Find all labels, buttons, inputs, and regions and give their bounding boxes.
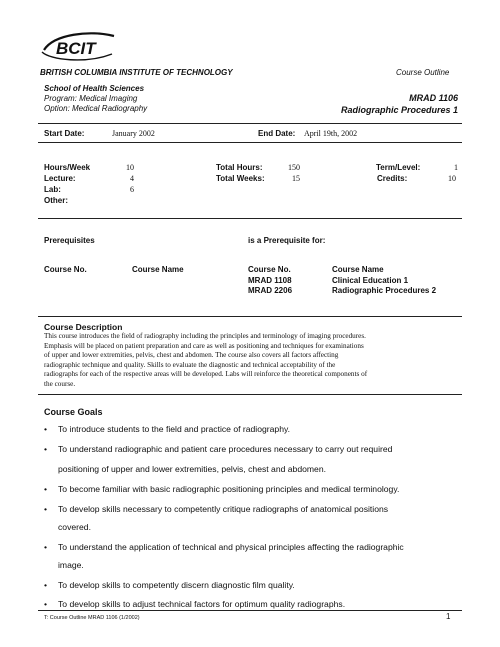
course-name: Radiographic Procedures 1 (340, 105, 458, 115)
lecture-value: 4 (130, 174, 134, 183)
total-weeks-value: 15 (292, 174, 300, 183)
divider (38, 142, 462, 143)
footer-label: T: Course Outline MRAD 1106 (1/2002) (44, 615, 140, 621)
goal-text: To introduce students to the field and practice of radiography. (58, 424, 291, 434)
term-value: 1 (454, 163, 458, 172)
start-label: Start Date: (44, 129, 85, 138)
divider (38, 123, 462, 124)
bullet-icon: • (44, 444, 48, 454)
bullet-icon: • (44, 580, 48, 590)
bullet-icon: • (44, 504, 48, 514)
description-line: radiographs for each of the respective areas will be developed. Labs will reinforce the theoretical components of (44, 370, 368, 379)
goals-title: Course Goals (44, 407, 103, 417)
total-hours-label: Total Hours: (216, 163, 263, 172)
goal-text: To develop skills to adjust technical factors for optimum quality radiographs. (58, 599, 346, 609)
goal-text: To become familiar with basic radiographic positioning principles and medical terminology. (58, 484, 400, 494)
other-label: Other: (44, 196, 68, 205)
lecture-label: Lecture: (44, 174, 76, 183)
hours-week-label: Hours/Week (44, 163, 91, 172)
course-code: MRAD 1106 (409, 93, 458, 103)
footer-divider (38, 610, 462, 611)
bullet-icon: • (44, 542, 48, 552)
program-name: Program: Medical Imaging (44, 94, 138, 103)
start-value: January 2002 (112, 129, 155, 138)
bullet-icon: • (44, 424, 48, 434)
bcit-logo (40, 30, 118, 64)
option-name: Option: Medical Radiography (44, 104, 148, 113)
prereq-col-no: Course No. (44, 265, 87, 274)
school-name: School of Health Sciences (44, 84, 145, 93)
logo-text: BCIT (56, 39, 96, 58)
total-weeks-label: Total Weeks: (216, 174, 265, 183)
course-name-cell: Clinical Education 1 (332, 276, 409, 285)
end-value: April 19th, 2002 (304, 129, 358, 138)
goal-text: To understand radiographic and patient care procedures necessary to carry out required (58, 444, 393, 454)
lab-value: 6 (130, 185, 134, 194)
prereq-col-name: Course Name (132, 265, 184, 274)
is-prereq-col-no: Course No. (248, 265, 291, 274)
divider (38, 316, 462, 317)
description-body (44, 332, 458, 390)
goal-text: image. (58, 560, 84, 570)
description-title: Course Description (44, 322, 123, 332)
description-line: of upper and lower extremities, pelvis, chest and abdomen. The course also covers all factors affecting (44, 351, 339, 360)
page-number: 1 (446, 612, 451, 621)
divider (38, 218, 462, 219)
divider (38, 394, 462, 395)
goal-text: To develop skills to competently discern diagnostic film quality. (58, 580, 295, 590)
bullet-icon: • (44, 599, 48, 609)
total-hours-value: 150 (288, 163, 300, 172)
goal-text: positioning of upper and lower extremities, pelvis, chest and abdomen. (58, 464, 326, 474)
description-line: Emphasis will be placed on patient preparation and care as well as positioning and techniques for examinations (44, 341, 364, 350)
credits-label: Credits: (377, 174, 408, 183)
goal-text: To develop skills necessary to competently critique radiographs of anatomical positions (58, 504, 389, 514)
course-title-block (341, 92, 458, 116)
end-label: End Date: (258, 129, 296, 138)
goal-text: covered. (58, 522, 91, 532)
credits-value: 10 (448, 174, 456, 183)
doc-type: Course Outline (396, 68, 450, 77)
description-line: This course introduces the field of radiography including the principles and terminology of imaging procedures. (44, 332, 366, 340)
description-line: radiographic technique and quality. Skills to evaluate the diagnostic and technical acceptability of the (44, 360, 336, 369)
table-row (332, 276, 436, 296)
is-prereq-col-name: Course Name (332, 265, 384, 274)
lab-label: Lab: (44, 185, 61, 194)
is-prereq-title: is a Prerequisite for: (248, 236, 326, 245)
hours-week-value: 10 (126, 163, 134, 172)
bullet-icon: • (44, 484, 48, 494)
institute-name: BRITISH COLUMBIA INSTITUTE OF TECHNOLOGY (40, 68, 233, 77)
goal-text: To understand the application of technical and physical principles affecting the radiographic (58, 542, 404, 552)
term-label: Term/Level: (376, 163, 421, 172)
course-no-cell: MRAD 2206 (248, 286, 293, 295)
school-block (44, 84, 147, 114)
course-name-cell: Radiographic Procedures 2 (332, 286, 437, 295)
table-row (248, 276, 292, 296)
prereq-title: Prerequisites (44, 236, 95, 245)
course-no-cell: MRAD 1108 (248, 276, 292, 285)
description-line: the course. (44, 379, 76, 388)
